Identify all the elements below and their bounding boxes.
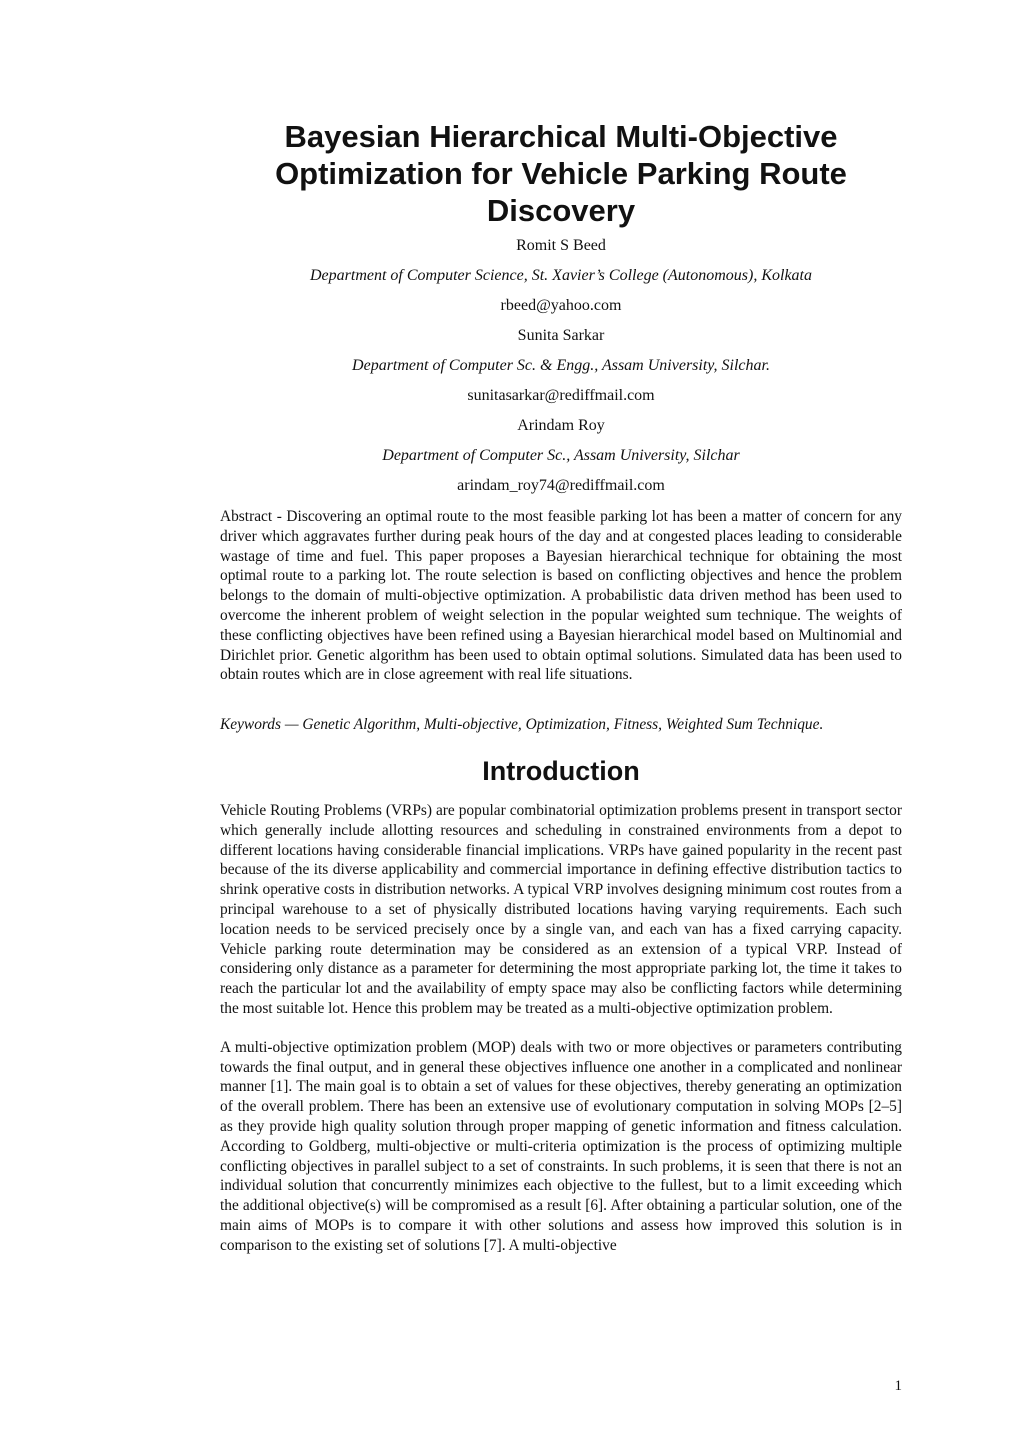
paper-page — [220, 118, 902, 1256]
author-affiliation: Department of Computer Sc., Assam University, Silchar — [382, 447, 740, 464]
author-block-1 — [220, 237, 902, 315]
page-number: 1 — [894, 1378, 902, 1394]
author-name: Sunita Sarkar — [517, 327, 605, 344]
body-paragraph: Vehicle Routing Problems (VRPs) are popular combinatorial optimization problems present in transport sector which generally include allotting resources and scheduling in constrained environments from a depot to different locations having considerable financial implications. VRPs have gained popularity in the recent past because of the its diverse applicability and commercial importance in defining effective distribution tactics to shrink operative costs in distribution networks. A typical VRP involves designing minimum cost routes from a principal warehouse to a set of physically distributed locations having varying requirements. Each such location needs to be serviced precisely once by a single van, and each van has a fixed carrying capacity. Vehicle parking route determination may be considered as an extension of a typical VRP. Instead of considering only distance as a parameter for determining the most appropriate parking lot, the time it takes to reach the particular lot and the availability of empty space may also be conflicting factors while determining the most suitable lot. Hence this problem may be treated as a multi-objective optimization problem. — [220, 801, 902, 1017]
author-email: arindam_roy74@rediffmail.com — [457, 477, 665, 494]
author-affiliation: Department of Computer Sc. & Engg., Assam University, Silchar. — [352, 357, 770, 374]
section-heading-introduction: Introduction — [482, 755, 640, 786]
keywords-line: Keywords — Genetic Algorithm, Multi-objective, Optimization, Fitness, Weighted Sum Technique. — [220, 716, 824, 734]
author-name: Romit S Beed — [516, 237, 606, 254]
paper-title: Bayesian Hierarchical Multi-Objective Optimization for Vehicle Parking Route Discovery — [275, 119, 847, 228]
abstract-paragraph: Abstract - Discovering an optimal route to the most feasible parking lot has been a matter of concern for any driver which aggravates further during peak hours of the day and at congested places leading to considerable wastage of time and fuel. This paper proposes a Bayesian hierarchical technique for obtaining the most optimal route to a parking lot. The route selection is based on conflicting objectives and hence the problem belongs to the domain of multi-objective optimization. A probabilistic data driven method has been used to overcome the inherent problem of weight selection in the popular weighted sum technique. The weights of these conflicting objectives have been refined using a Bayesian hierarchical model based on Multinomial and Dirichlet prior. Genetic algorithm has been used to obtain optimal solutions. Simulated data has been used to obtain routes which are in close agreement with real life situations. — [220, 508, 902, 684]
paragraph-gap — [220, 1019, 902, 1038]
author-name: Arindam Roy — [517, 417, 605, 434]
author-block-3 — [220, 417, 902, 495]
author-email: rbeed@yahoo.com — [500, 297, 622, 314]
author-email: sunitasarkar@rediffmail.com — [467, 387, 655, 404]
body-paragraph: A multi-objective optimization problem (MOP) deals with two or more objectives or parameters contributing towards the final output, and in general these objectives influence one another in a complicated and nonlinear manner [1]. The main goal is to obtain a set of values for these objectives, thereby generating an optimization of the overall problem. There has been an extensive use of evolutionary computation in solving MOPs [2–5] as they provide high quality solution through proper mapping of genetic information and fitness calculation. According to Goldberg, multi-objective or multi-criteria optimization is the process of optimizing multiple conflicting objectives in parallel subject to a set of constraints. In such problems, it is seen that there is not an individual solution that concurrently minimizes each objective to the fullest, but to a limit exceeding which the additional objective(s) will be compromised as a result [6]. After obtaining a particular solution, one of the main aims of MOPs is to compare it with other solutions and assess how improved this solution is in comparison to the existing set of solutions [7]. A multi-objective — [220, 1038, 902, 1254]
author-affiliation: Department of Computer Science, St. Xavier’s College (Autonomous), Kolkata — [310, 267, 812, 284]
author-block-2 — [220, 327, 902, 405]
